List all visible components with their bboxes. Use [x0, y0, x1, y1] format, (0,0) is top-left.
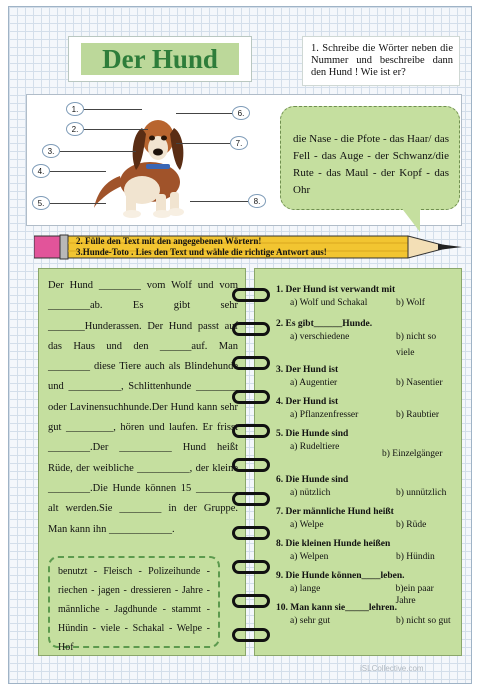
- answer-options: [276, 297, 456, 309]
- answer-options: [276, 441, 456, 467]
- pointer-line-3: [60, 151, 136, 152]
- label-7: 7.: [230, 136, 248, 150]
- quiz-item: [276, 474, 456, 506]
- vocabulary-callout: die Nase - die Pfote - das Haar/ das Fell - das Auge - der Schwanz/die Rute - das Maul - der Kopf - das Ohr: [280, 106, 460, 210]
- task-3-instruction: 3.Hunde-Toto . Lies den Text und wähle die richtige Antwort aus!: [76, 247, 327, 257]
- label-8: 8.: [248, 194, 266, 208]
- answer-a[interactable]: a) verschiedene: [290, 332, 350, 342]
- quiz-item: [276, 364, 456, 396]
- spiral-ring: [232, 594, 270, 608]
- question-text: 4. Der Hund ist: [276, 397, 339, 407]
- spiral-ring: [232, 288, 270, 302]
- label-3: 3.: [42, 144, 60, 158]
- quiz-questions: [276, 282, 456, 634]
- dog-illustration-icon: [92, 108, 202, 220]
- answer-b[interactable]: b) Wolf: [396, 298, 425, 308]
- pointer-line-4: [50, 171, 106, 172]
- answer-options: [276, 409, 456, 421]
- callout-tail: [400, 206, 420, 232]
- title-box: [68, 36, 252, 82]
- answer-options: [276, 487, 456, 499]
- answer-options: [276, 615, 456, 627]
- answer-b[interactable]: b) Hündin: [396, 552, 435, 562]
- pointer-line-6: [176, 113, 232, 114]
- label-1: 1.: [66, 102, 84, 116]
- answer-a[interactable]: a) Augentier: [290, 378, 338, 388]
- answer-options: [276, 583, 456, 606]
- pointer-line-1: [84, 109, 142, 110]
- question-text: 9. Die Hunde können____leben.: [276, 571, 405, 581]
- pointer-line-8: [190, 201, 248, 202]
- spiral-ring: [232, 458, 270, 472]
- task-2-3-instructions: [76, 236, 406, 258]
- question-text: 8. Die kleinen Hunde heißen: [276, 539, 391, 549]
- quiz-item: [276, 538, 456, 570]
- spiral-ring: [232, 526, 270, 540]
- cloze-paragraph: Der Hund ________ vom Wolf und vom ________ab. Es gibt sehr _______Hunderassen. Der Hund passt auf das Haus und den ______auf. Man ________ diese Tiere auch als Blindehunde und __________, Schlittenhunde ________ oder Lavinensuchhunde.Der Hund kann sehr gut _________, hören und laufen. Er frisst ________.Der __________ Hund heißt Rüde, der weibliche __________, der kleine ________.Die Hunde können 15 ________ alt werden.Sie ________ in der Gruppe. Man kann ihn ____________.: [48, 280, 238, 535]
- question-text: 5. Die Hunde sind: [276, 429, 349, 439]
- quiz-item: [276, 318, 456, 364]
- spiral-ring: [232, 492, 270, 506]
- answer-a[interactable]: a) Welpen: [290, 552, 329, 562]
- label-4: 4.: [32, 164, 50, 178]
- label-5: 5.: [32, 196, 50, 210]
- answer-a[interactable]: a) nützlich: [290, 488, 331, 498]
- answer-options: [276, 331, 456, 358]
- question-text: 7. Der männliche Hund heißt: [276, 507, 394, 517]
- answer-options: [276, 377, 456, 389]
- pointer-line-7: [176, 143, 230, 144]
- answer-b[interactable]: b) nicht so gut: [396, 616, 451, 626]
- answer-b[interactable]: b) Einzelgänger: [382, 449, 443, 459]
- spiral-ring: [232, 628, 270, 642]
- spiral-ring: [232, 424, 270, 438]
- footer-watermark: iSLCollective.com: [360, 664, 424, 673]
- quiz-item: [276, 282, 456, 318]
- quiz-item: [276, 506, 456, 538]
- question-text: 6. Die Hunde sind: [276, 475, 349, 485]
- page-title: Der Hund: [81, 43, 239, 75]
- answer-a[interactable]: a) lange: [290, 584, 321, 594]
- spiral-ring: [232, 560, 270, 574]
- answer-a[interactable]: a) Welpe: [290, 520, 324, 530]
- answer-b[interactable]: b) unnützlich: [396, 488, 447, 498]
- quiz-item: [276, 602, 456, 634]
- word-bank: benutzt - Fleisch - Polizeihunde - riechen - jagen - dressieren - Jahre - männliche - Jagdhunde - stammt - Hündin - viele - Schakal - Welpe - Hof: [48, 556, 220, 648]
- spiral-ring: [232, 390, 270, 404]
- answer-b[interactable]: b) Rüde: [396, 520, 427, 530]
- answer-a[interactable]: a) sehr gut: [290, 616, 331, 626]
- question-text: 1. Der Hund ist verwandt mit: [276, 285, 396, 295]
- question-text: 10. Man kann sie_____lehren.: [276, 603, 397, 613]
- spiral-ring: [232, 356, 270, 370]
- task-1-instruction: 1. Schreibe die Wörter neben die Nummer und beschreibe dann den Hund ! Wie ist er?: [302, 36, 460, 86]
- answer-options: [276, 551, 456, 563]
- quiz-item: [276, 396, 456, 428]
- answer-a[interactable]: a) Pflanzenfresser: [290, 410, 359, 420]
- quiz-item: [276, 570, 456, 606]
- answer-b[interactable]: b)ein paar Jahre: [395, 584, 434, 606]
- quiz-item: [276, 428, 456, 474]
- spiral-ring: [232, 322, 270, 336]
- answer-a[interactable]: a) Wolf und Schakal: [290, 298, 368, 308]
- label-2: 2.: [66, 122, 84, 136]
- answer-b[interactable]: b) Raubtier: [396, 410, 440, 420]
- pointer-line-2: [84, 129, 148, 130]
- answer-options: [276, 519, 456, 531]
- question-text: 2. Es gibt______Hunde.: [276, 319, 373, 329]
- answer-a[interactable]: a) Rudeltiere: [290, 442, 340, 452]
- task-2-instruction: 2. Fülle den Text mit den angegebenen Wörtern!: [76, 236, 262, 246]
- question-text: 3. Der Hund ist: [276, 365, 339, 375]
- label-6: 6.: [232, 106, 250, 120]
- answer-b[interactable]: b) Nasentier: [396, 378, 443, 388]
- answer-b[interactable]: b) nicht so viele: [396, 332, 437, 358]
- pointer-line-5: [50, 203, 106, 204]
